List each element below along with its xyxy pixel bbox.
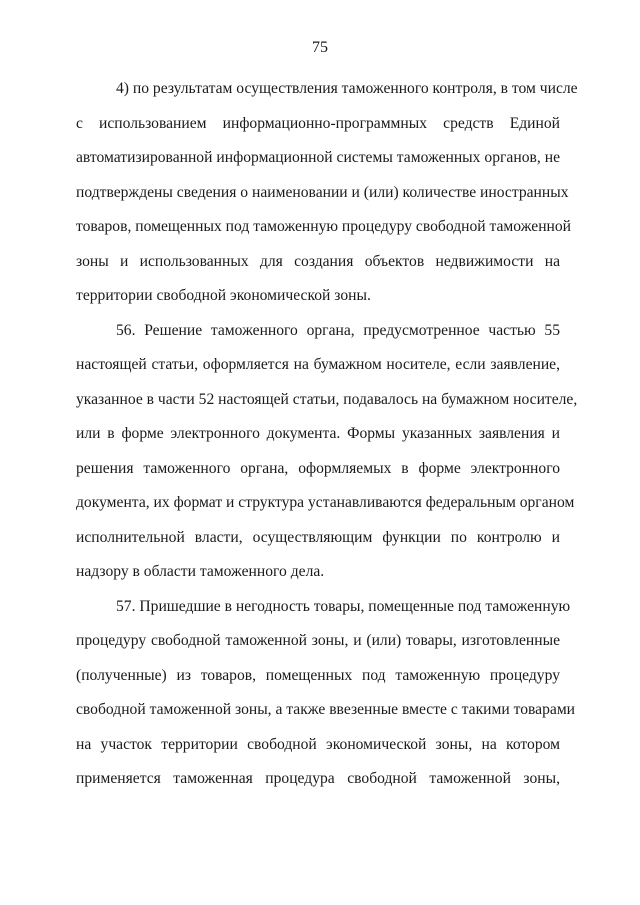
paragraph-3-line-2: процедуру свободной таможенной зоны, и (или) товары, изготовленные — [76, 632, 560, 649]
paragraph-1-line-5: товаров, помещенных под таможенную процедуру свободной таможенной — [76, 218, 572, 235]
paragraph-1-line-7: территории свободной экономической зоны. — [76, 287, 371, 304]
paragraph-2-line-7: исполнительной власти, осуществляющим функции по контролю и — [76, 529, 560, 546]
paragraph-2-line-3: указанное в части 52 настоящей статьи, подавалось на бумажном носителе, — [76, 391, 578, 408]
paragraph-2-line-4: или в форме электронного документа. Формы указанных заявления и — [76, 425, 560, 442]
paragraph-1-line-6: зоны и использованных для создания объектов недвижимости на — [76, 253, 560, 270]
paragraph-2-line-2: настоящей статьи, оформляется на бумажном носителе, если заявление, — [76, 356, 560, 373]
paragraph-3-line-4: свободной таможенной зоны, а также ввезенные вместе с такими товарами — [76, 701, 576, 718]
page-number: 75 — [312, 39, 328, 56]
paragraph-3-line-5: на участок территории свободной экономической зоны, на котором — [76, 736, 560, 753]
paragraph-3-line-6: применяется таможенная процедура свободной таможенной зоны, — [76, 770, 560, 787]
paragraph-2-line-8: надзору в области таможенного дела. — [76, 563, 325, 580]
paragraph-3-line-1: 57. Пришедшие в негодность товары, помещенные под таможенную — [116, 598, 571, 615]
paragraph-2-line-5: решения таможенного органа, оформляемых в форме электронного — [76, 460, 560, 477]
paragraph-1-line-3: автоматизированной информационной системы таможенных органов, не — [76, 149, 560, 166]
paragraph-2-line-6: документа, их формат и структура устанавливаются федеральным органом — [76, 494, 575, 511]
paragraph-1-line-1: 4) по результатам осуществления таможенного контроля, в том числе — [116, 80, 578, 97]
paragraph-1-line-2: с использованием информационно-программных средств Единой — [76, 115, 560, 132]
paragraph-2-line-1: 56. Решение таможенного органа, предусмотренное частью 55 — [116, 322, 560, 339]
paragraph-3-line-3: (полученные) из товаров, помещенных под таможенную процедуру — [76, 667, 560, 684]
paragraph-1-line-4: подтверждены сведения о наименовании и (или) количестве иностранных — [76, 184, 569, 201]
